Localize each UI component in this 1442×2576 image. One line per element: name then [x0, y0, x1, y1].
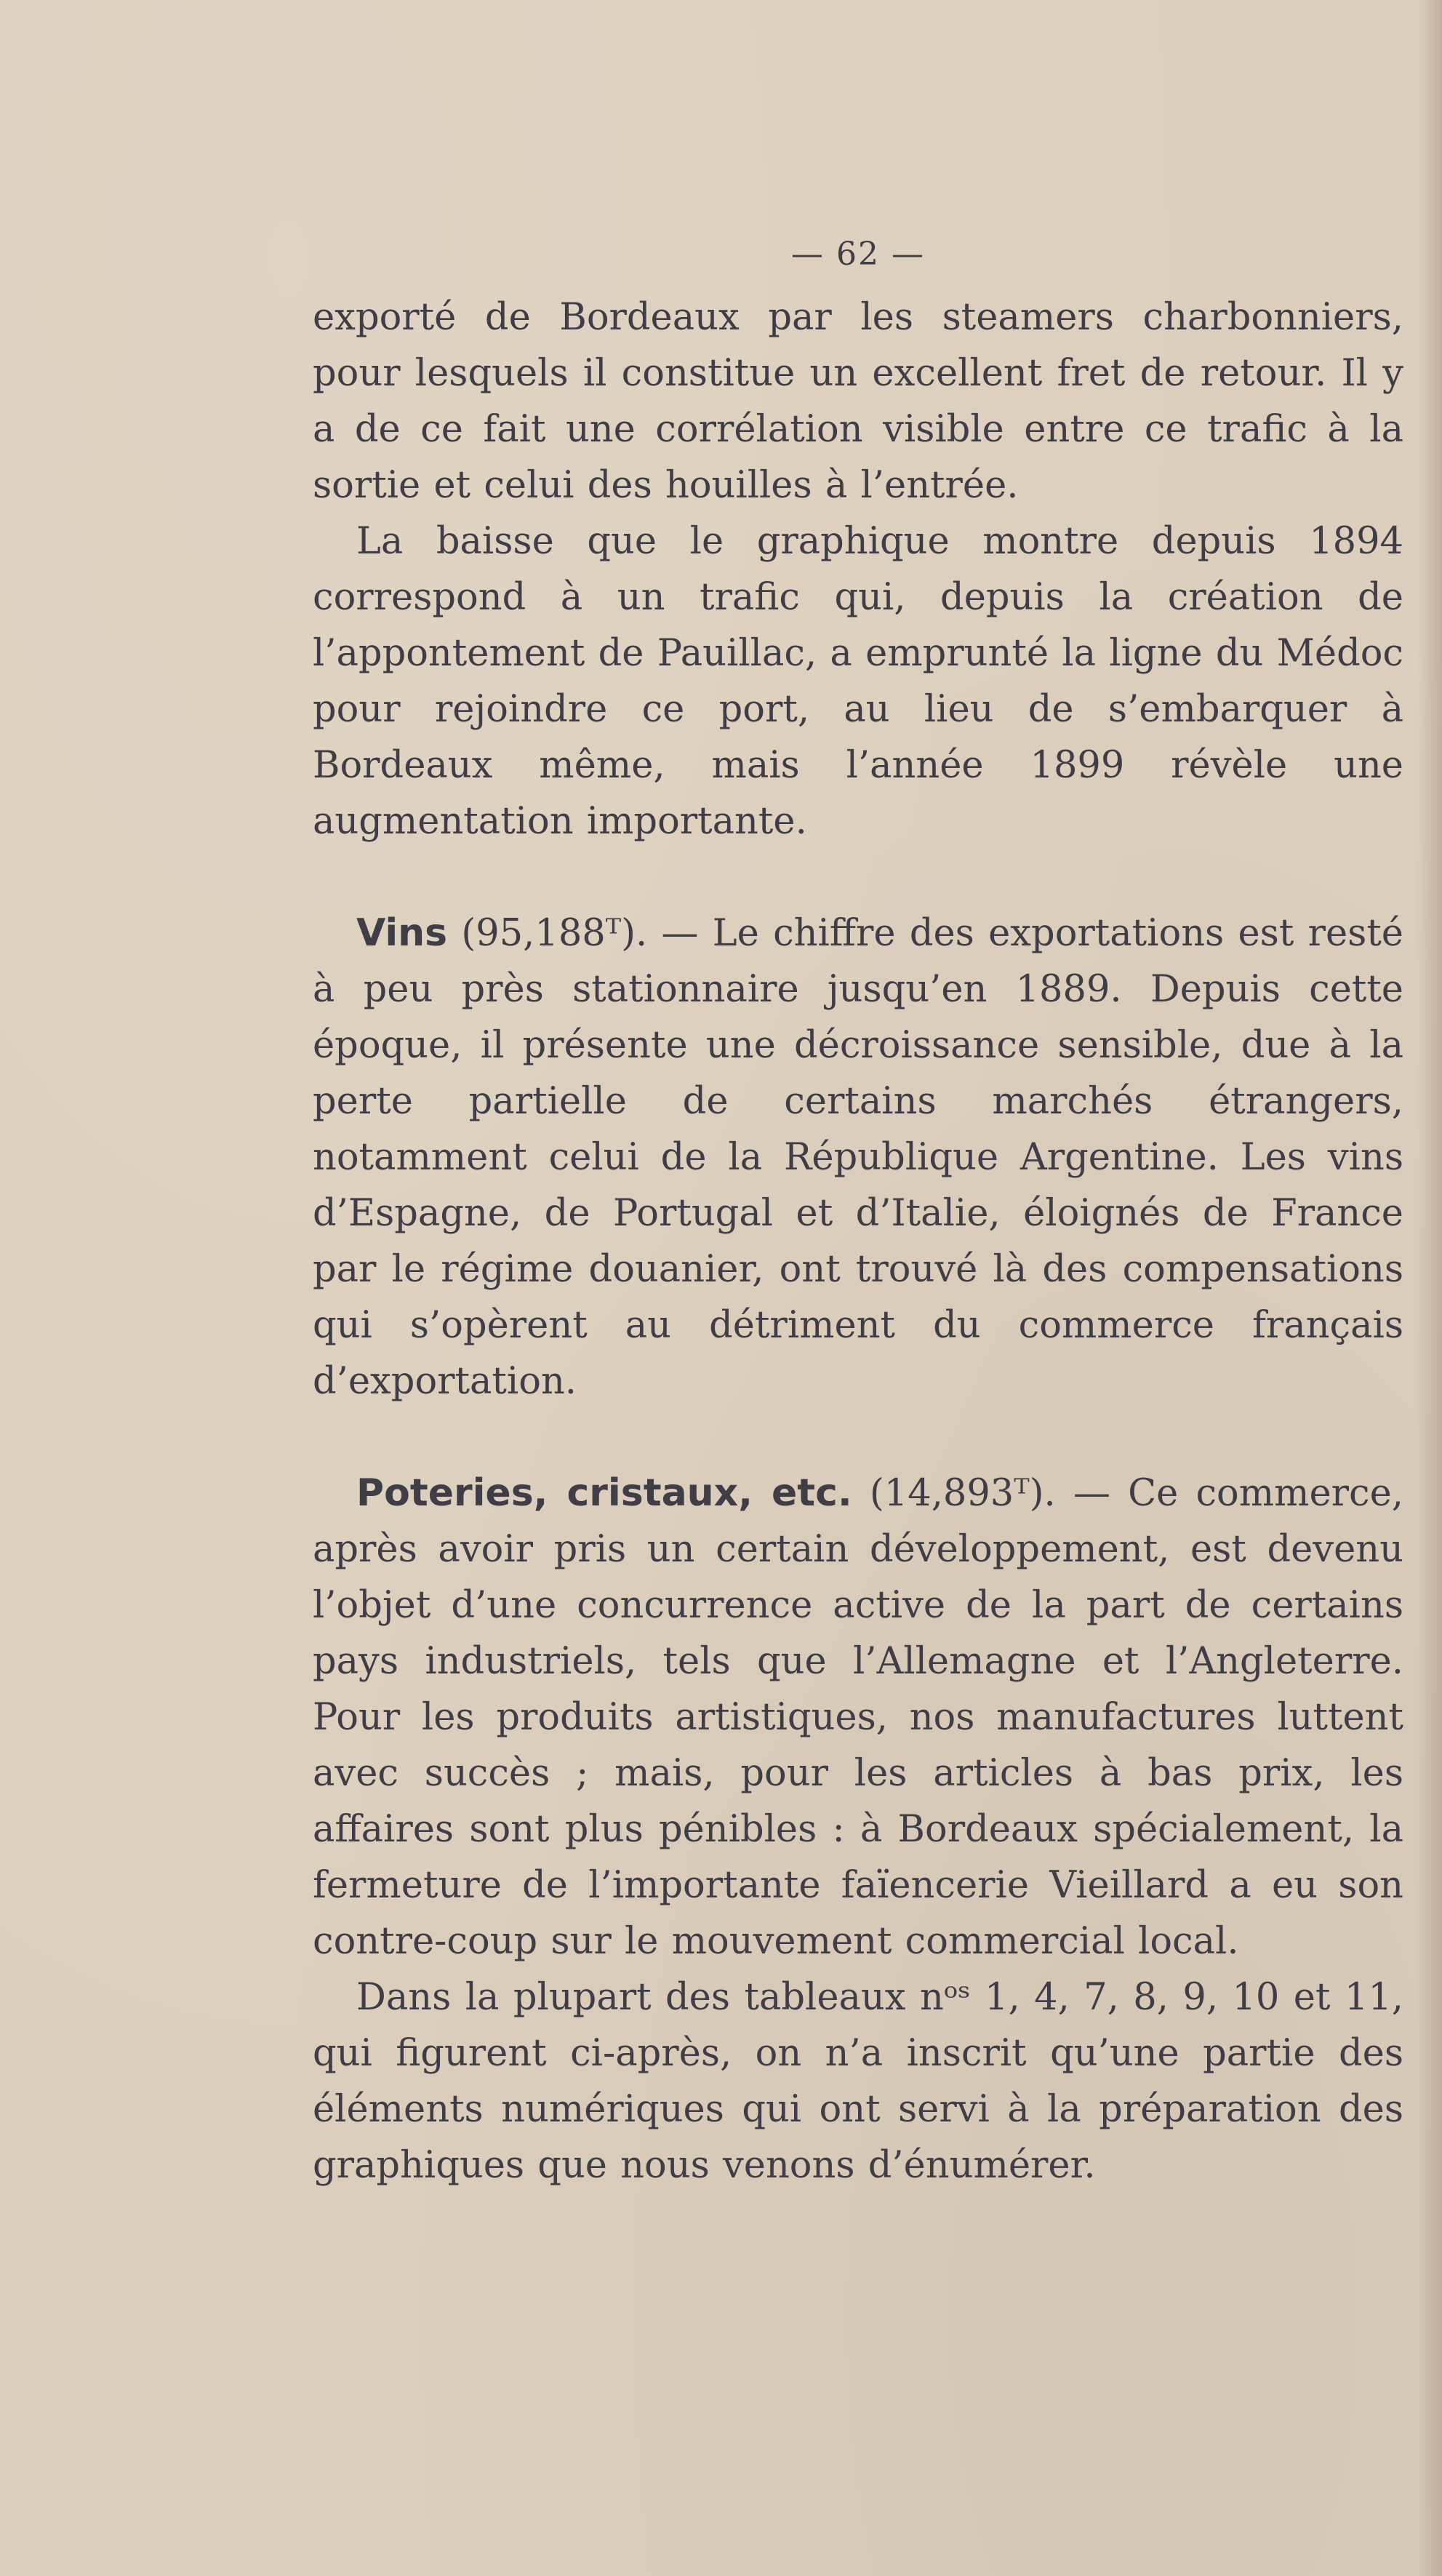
page-edge-shadow — [1417, 0, 1442, 2576]
section-text-vins: (95,188ᵀ). — Le chiffre des exportations est resté à peu près stationnaire jusqu’en 1889. Depuis cette époque, il présente une décroissance sensible, due à la perte partielle de certains marchés étrangers, notamment celui de la République Argentine. Les vins d’Espagne, de Portugal et d’Italie, éloignés de France par le régime douanier, ont trouvé là des compensations qui s’opèrent au détriment du commerce français d’exportation. — [313, 912, 1403, 1403]
section-vins — [313, 905, 1403, 1409]
document-page — [313, 233, 1403, 2193]
section-heading-poteries: Poteries, cristaux, etc. — [356, 1471, 852, 1515]
section-poteries — [313, 1465, 1403, 1969]
section-heading-vins: Vins — [356, 911, 448, 955]
paragraph-continuation: exporté de Bordeaux par les steamers charbonniers, pour lesquels il constitue un excellent fret de retour. Il y a de ce fait une corrélation visible entre ce trafic à la sortie et celui des houilles à l’entrée. — [313, 296, 1403, 507]
page-number: — 62 — — [791, 236, 925, 273]
section-text-poteries: (14,893ᵀ). — Ce commerce, après avoir pris un certain développement, est devenu l’objet d’une concurrence active de la part de certains pays industriels, tels que l’Allemagne et l’Angleterre. Pour les produits artistiques, nos manufactures luttent avec succès ; mais, pour les articles à bas prix, les affaires sont plus pénibles : à Bordeaux spécialement, la fermeture de l’importante faïencerie Vieillard a eu son contre-coup sur le mouvement commercial local. — [313, 1472, 1403, 1963]
paragraph-final: Dans la plupart des tableaux nᵒˢ 1, 4, 7, 8, 9, 10 et 11, qui figurent ci-après, on n’a inscrit qu’une partie des éléments numériques qui ont servi à la préparation des graphiques que nous venons d’énumérer. — [313, 1976, 1403, 2187]
paragraph-baisse: La baisse que le graphique montre depuis 1894 correspond à un trafic qui, depuis la création de l’appontement de Pauillac, a emprunté la ligne du Médoc pour rejoindre ce port, au lieu de s’embarquer à Bordeaux même, mais l’année 1899 révèle une augmentation importante. — [313, 520, 1403, 843]
